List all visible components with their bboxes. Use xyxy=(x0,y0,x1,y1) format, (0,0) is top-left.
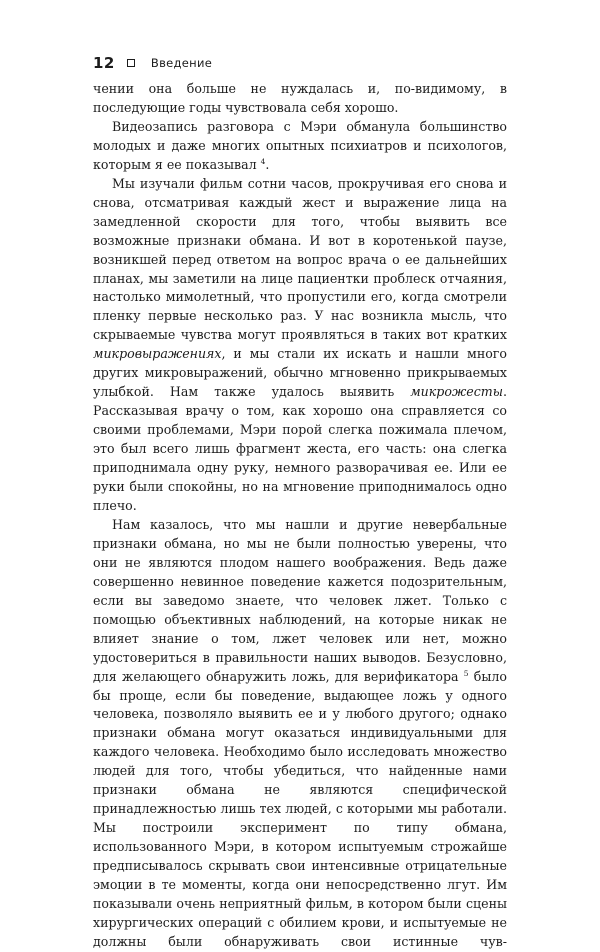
text-segment: . xyxy=(265,156,270,172)
paragraph-4 xyxy=(93,516,507,952)
paragraph-1 xyxy=(93,80,507,118)
paragraph-3 xyxy=(93,175,507,516)
text-segment: Нам казалось, что мы нашли и другие невербальные признаки обмана, но мы не были полностью уверены, что они не являются плодом нашего воображения. Ведь даже совершенно невинное поведение кажется подозрительным, если вы заведомо знаете, что человек лжет. Только с помощью объективных наблюдений, на которые никак не влияет знание о том, лжет человек или нет, можно удостовериться в правильности наших выводов. Безусловно, для желающего обнаружить ложь, для верификатора xyxy=(93,516,507,684)
text-segment: . Рассказывая врачу о том, как хорошо она справляется со своими проблемами, Мэри порой слегка пожимала плечом, это был всего лишь фрагмент жеста, его часть: она слегка приподнимала одну руку, немного разворачивая ее. Или ее руки были спокойны, но на мгновение приподнималось одно плечо. xyxy=(93,384,507,513)
section-title: Введение xyxy=(150,56,213,70)
running-head xyxy=(93,52,507,74)
body-text xyxy=(93,80,507,952)
text-segment: Видеозапись разговора с Мэри обманула большинство молодых и даже многих опытных психиатров и психологов, которым я ее показывал xyxy=(93,118,507,172)
page-number: 12 xyxy=(93,54,115,72)
emphasis-microexpressions: микровыражениях xyxy=(93,346,222,362)
text-segment: Мы изучали фильм сотни часов, прокручивая его снова и снова, отсматривая каждый жест и выражение лица на замедленной скорости для того, чтобы выявить все возможные признаки обмана. И вот в коротенькой паузе, возникшей перед ответом на вопрос врача о ее дальнейших планах, мы заметили на лице пациентки проблеск отчаяния, настолько мимолетный, что пропустили его, когда смотрели пленку первые несколько раз. У нас возникла мысль, что скрываемые чувства могут проявляться в таких вот кратких xyxy=(93,175,507,343)
footnote-ref-5: 5 xyxy=(463,668,469,678)
square-ornament-icon xyxy=(127,59,135,67)
emphasis-microgestures: микрожесты xyxy=(410,384,503,400)
text-segment: , и мы стали их искать и нашли много других микровыражений, обычно мгновенно прикрываемых улыбкой. Нам также удалось выявить xyxy=(93,346,507,400)
book-page xyxy=(93,52,507,952)
text-segment: чении она больше не нуждалась и, по-видимому, в последующие годы чувствовала себя хорошо. xyxy=(93,81,507,115)
text-segment: было бы проще, если бы поведение, выдающее ложь у одного человека, позволяло выявить ее и у любого другого; однако признаки обмана могут оказаться индивидуальными для каждого человека. Необходимо было исследовать множество людей для того, чтобы убедиться, что найденные нами признаки обмана не являются специфической принадлежностью лишь тех людей, с которыми мы работали. Мы построили эксперимент по типу обмана, использованного Мэри, в котором испытуемым строжайше предписывалось скрывать свои интенсивные отрицательные эмоции в те моменты, когда они непосредственно лгут. Им показывали очень неприятный фильм, в котором были сцены хирургических операций с обилием крови, и испытуемые не должны были обнаруживать свои истинные чув- xyxy=(93,668,507,949)
footnote-ref-4: 4 xyxy=(260,156,266,166)
paragraph-2 xyxy=(93,118,507,175)
